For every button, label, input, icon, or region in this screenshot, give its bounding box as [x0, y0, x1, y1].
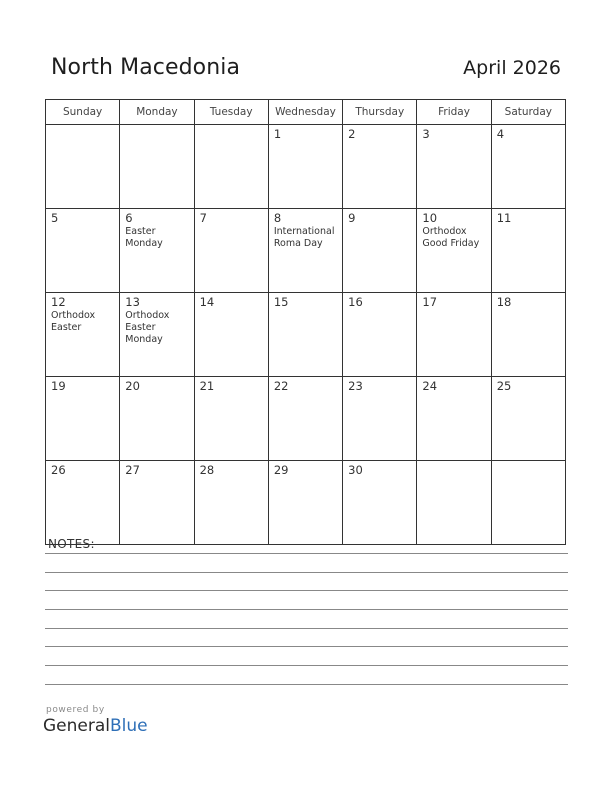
- holiday-label: International Roma Day: [273, 226, 335, 249]
- country-title: North Macedonia: [51, 55, 241, 80]
- day-number: 15: [273, 295, 289, 309]
- weekday-saturday: Saturday: [491, 100, 565, 125]
- day-number: 4: [496, 127, 505, 141]
- day-cell: [194, 293, 268, 377]
- day-cell: [268, 377, 342, 461]
- week-row: [46, 209, 566, 293]
- day-cell: [120, 377, 194, 461]
- day-cell: [120, 209, 194, 293]
- day-number: 18: [496, 295, 512, 309]
- day-cell: [46, 125, 120, 209]
- day-cell: [194, 209, 268, 293]
- day-cell: [46, 461, 120, 545]
- day-number: 19: [51, 379, 66, 393]
- day-cell: [343, 209, 417, 293]
- day-number: 17: [422, 295, 438, 309]
- day-number: 24: [422, 379, 438, 393]
- notes-line: [45, 684, 568, 685]
- week-row: [46, 293, 566, 377]
- day-cell: [343, 125, 417, 209]
- notes-line: [45, 609, 568, 610]
- day-number: 27: [125, 463, 140, 477]
- week-row: [46, 461, 566, 545]
- day-number: 9: [348, 211, 356, 225]
- day-cell: [120, 461, 194, 545]
- day-cell: [46, 377, 120, 461]
- weekday-monday: Monday: [120, 100, 194, 125]
- day-cell: [417, 125, 491, 209]
- day-cell: [491, 377, 565, 461]
- day-cell: [46, 293, 120, 377]
- week-row: [46, 377, 566, 461]
- day-cell: [343, 293, 417, 377]
- notes-line: [45, 628, 568, 629]
- powered-by-text: powered by: [46, 705, 105, 715]
- day-cell: [194, 461, 268, 545]
- notes-line: [45, 646, 568, 647]
- day-number: 12: [51, 295, 66, 309]
- holiday-label: Orthodox Easter: [51, 310, 96, 333]
- day-cell: [194, 377, 268, 461]
- month-title: April 2026: [463, 57, 561, 79]
- day-number: 3: [422, 127, 430, 141]
- day-cell: [268, 461, 342, 545]
- day-number: 6: [125, 211, 133, 225]
- day-number: 29: [273, 463, 289, 477]
- day-number: 1: [273, 127, 282, 141]
- day-number: 25: [496, 379, 512, 393]
- calendar-grid: [45, 99, 566, 545]
- day-cell: [491, 209, 565, 293]
- day-number: 28: [199, 463, 215, 477]
- day-cell: [417, 293, 491, 377]
- logo-general-text: General: [43, 716, 110, 736]
- notes-line: [45, 572, 568, 573]
- generalblue-logo[interactable]: [43, 716, 148, 736]
- day-cell: [491, 293, 565, 377]
- weekday-friday: Friday: [417, 100, 491, 125]
- week-row: [46, 125, 566, 209]
- day-cell: [491, 125, 565, 209]
- day-number: 23: [348, 379, 363, 393]
- day-number: 7: [199, 211, 207, 225]
- notes-line: [45, 665, 568, 666]
- notes-line: [45, 590, 568, 591]
- weekday-thursday: Thursday: [343, 100, 417, 125]
- day-number: 22: [273, 379, 289, 393]
- day-cell: [417, 377, 491, 461]
- holiday-label: Easter Monday: [125, 226, 163, 249]
- day-cell: [417, 209, 491, 293]
- day-cell: [120, 293, 194, 377]
- day-cell: [120, 125, 194, 209]
- day-number: 20: [125, 379, 140, 393]
- notes-line: [45, 553, 568, 554]
- day-cell: [194, 125, 268, 209]
- day-cell: [268, 293, 342, 377]
- day-cell: [491, 461, 565, 545]
- day-cell: [417, 461, 491, 545]
- day-number: 8: [273, 211, 282, 225]
- calendar-body: [46, 125, 566, 545]
- notes-label: NOTES:: [48, 537, 95, 551]
- day-cell: [268, 125, 342, 209]
- weekday-wednesday: Wednesday: [268, 100, 342, 125]
- day-number: 26: [51, 463, 66, 477]
- day-number: 16: [348, 295, 363, 309]
- day-cell: [268, 209, 342, 293]
- weekday-header-row: [46, 100, 566, 125]
- weekday-tuesday: Tuesday: [194, 100, 268, 125]
- day-number: 10: [422, 211, 438, 225]
- day-number: 2: [348, 127, 356, 141]
- day-cell: [46, 209, 120, 293]
- day-number: 30: [348, 463, 363, 477]
- day-number: 11: [496, 211, 512, 225]
- day-number: 5: [51, 211, 59, 225]
- day-cell: [343, 461, 417, 545]
- logo-blue-text: Blue: [110, 716, 148, 736]
- weekday-sunday: Sunday: [46, 100, 120, 125]
- day-number: 14: [199, 295, 215, 309]
- day-number: 13: [125, 295, 140, 309]
- day-number: 21: [199, 379, 215, 393]
- holiday-label: Orthodox Good Friday: [422, 226, 480, 249]
- holiday-label: Orthodox Easter Monday: [125, 310, 170, 345]
- day-cell: [343, 377, 417, 461]
